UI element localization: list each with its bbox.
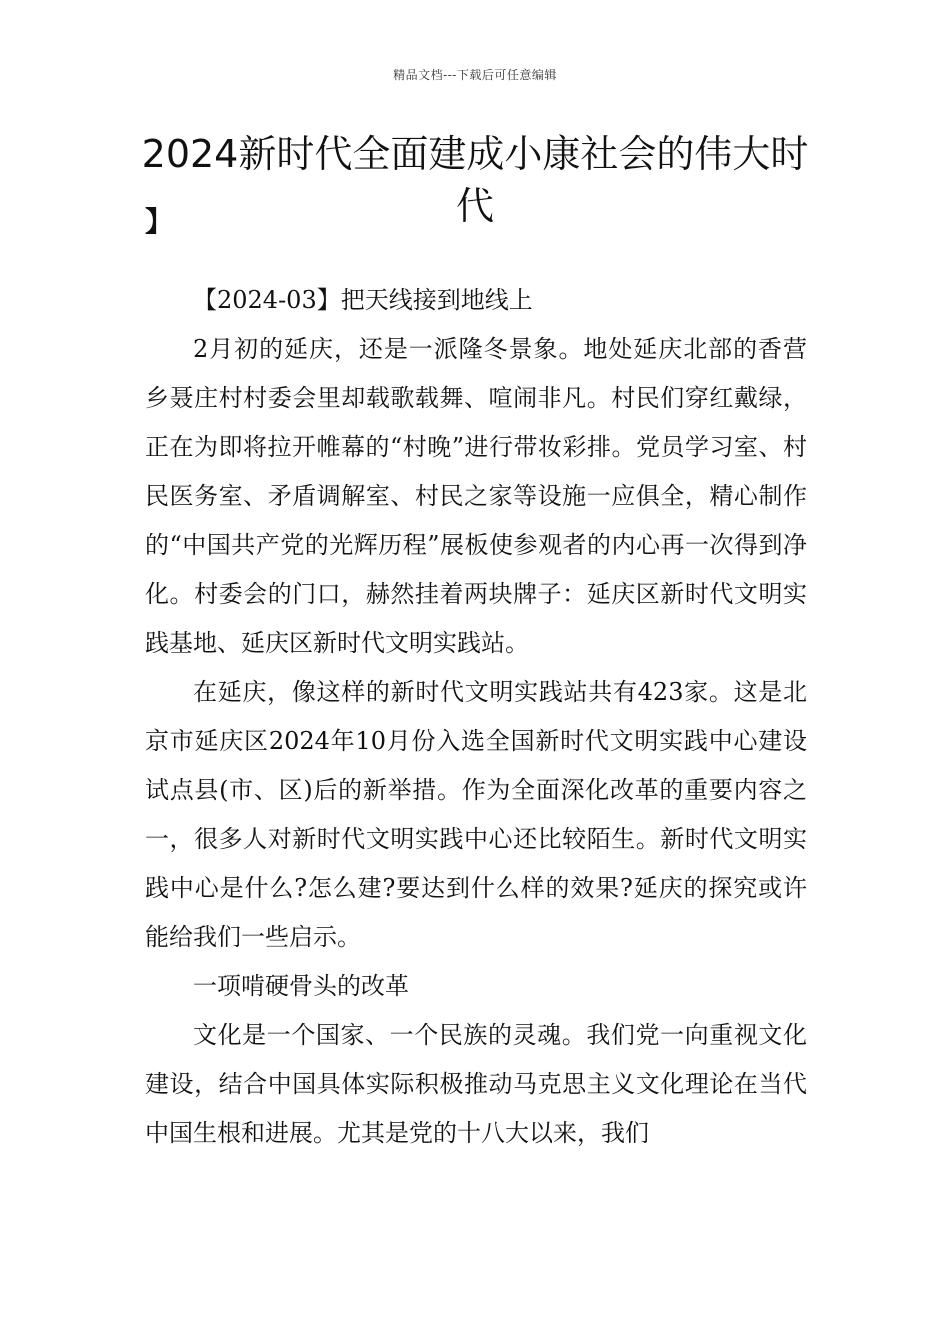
- paragraph: 2月初的延庆，还是一派隆冬景象。地处延庆北部的香营乡聂庄村村委会里却载歌载舞、喧闹非凡。村民们穿红戴绿，正在为即将拉开帷幕的“村晚”进行带妆彩排。党员学习室、村民医务室、矛盾调解室、村民之家等设施一应俱全，精心制作的“中国共产党的光辉历程”展板使参观者的内心再一次得到净化。村委会的门口，赫然挂着两块牌子：延庆区新时代文明实践基地、延庆区新时代文明实践站。: [145, 335, 807, 657]
- paragraph: 文化是一个国家、一个民族的灵魂。我们党一向重视文化建设，结合中国具体实际积极推动马克思主义文化理论在当代中国生根和进展。尤其是党的十八大以来，我们: [145, 1021, 807, 1147]
- closing-bracket: 】: [145, 205, 174, 238]
- paragraph-dateline: 【2024-03】把天线接到地线上: [193, 286, 533, 314]
- header-note: 精品文档---下载后可任意编辑: [393, 68, 557, 82]
- section-heading: 一项啃硬骨头的改革: [193, 972, 409, 1000]
- document-body: [145, 276, 807, 1158]
- paragraph: 在延庆，像这样的新时代文明实践站共有423家。这是北京市延庆区2024年10月份入选全国新时代文明实践中心建设试点县(市、区)后的新举措。作为全面深化改革的重要内容之一，很多人对新时代文明实践中心还比较陌生。新时代文明实践中心是什么?怎么建?要达到什么样的效果?延庆的探究或许能给我们一些启示。: [145, 678, 807, 951]
- document-title: 2024新时代全面建成小康社会的伟大时代: [141, 132, 809, 228]
